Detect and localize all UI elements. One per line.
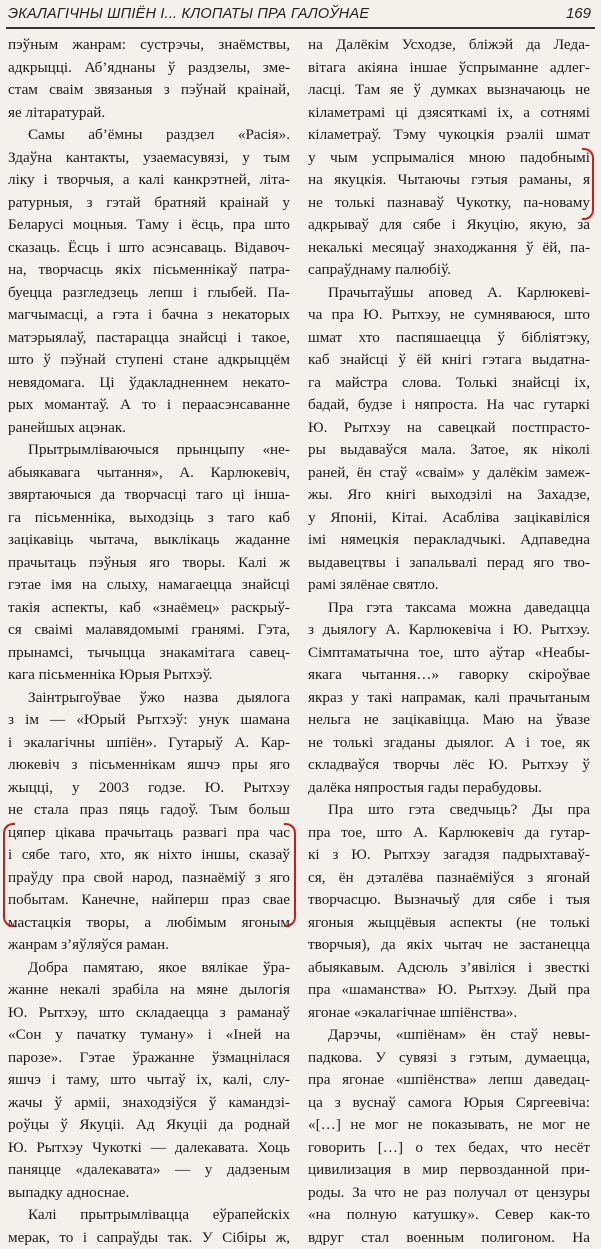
text-line: абыякавым. Адсюль з’явіліся і звесткі — [308, 957, 590, 980]
text-line: прачытаць пэўныя яго творы. Калі ж — [8, 552, 290, 575]
text-line: якраз у такі напрамак, калі прачытаным — [308, 687, 590, 710]
text-line: невядомага. Ці ўдакладненнем некато- — [8, 372, 290, 395]
text-line: ратурныя, з гэтай братняй краінай у — [8, 192, 290, 215]
text-line: сказаць. Ёсць і што асэнсаваць. Відавоч- — [8, 237, 290, 260]
text-line: Дарэчы, «шпіёнам» ён стаў невы- — [308, 1024, 590, 1047]
text-line: адкрываў для сябе і Якуцію, якую, за — [308, 214, 590, 237]
text-line: сапраўднаму палюбіў. — [308, 259, 590, 282]
left-column — [8, 34, 290, 1249]
page-header — [0, 0, 601, 28]
text-line: ласці. Там яе ў думках вызначаюць не — [308, 79, 590, 102]
text-line: выпадку адноснае. — [8, 1182, 290, 1205]
text-line: Здаўна кантакты, узаемасувязі, у тым — [8, 147, 290, 170]
text-line: не стала праз пяць гадоў. Тым больш — [8, 799, 290, 822]
text-line: каб знайсці ў ёй кнігі гэтага выдатна- — [308, 349, 590, 372]
text-line: падкова. У сувязі з гэтым, думаецца, — [308, 1047, 590, 1070]
text-line: раней, ён стаў «сваім» у далёкім замеж- — [308, 462, 590, 485]
text-line: Калі прытрымлівацца еўрапейскіх — [8, 1204, 290, 1227]
text-line: творчасцю. Вызначыў для сябе і тыя — [308, 889, 590, 912]
text-line: ся, ён дэталёва пазнаёміўся з ягонай — [308, 867, 590, 890]
text-line: магчымасці, а гэта і бачна з некаторых — [8, 304, 290, 327]
text-line: люкевіч з пісьменнікам яшчэ пры яго — [8, 754, 290, 777]
text-line: зацікавіць чытача, выклікаць жаданне — [8, 529, 290, 552]
text-line: га пісьменніка, выходзіць з таго каб — [8, 507, 290, 530]
text-line: ліку і творчыя, а калі канкрэтней, літа- — [8, 169, 290, 192]
right-column — [308, 34, 590, 1249]
text-line: што ў пэўнай ступені стане адкрыццём — [8, 349, 290, 372]
annotation-bracket-right — [284, 823, 296, 927]
text-line: рых момантаў. А то і пераасэнсаванне — [8, 394, 290, 417]
text-line: вітага акіяна іншае ўспрыманне адлег- — [308, 57, 590, 80]
text-line: пра тое, што А. Карлюкевіч да гутар- — [308, 822, 590, 845]
text-line: не толькі згаданы дыялог. А і тое, як — [308, 732, 590, 755]
text-line: звяртаючыся да творчасці таго ці інша- — [8, 484, 290, 507]
text-line: Беларусі моцныя. Таму і ёсць, пра што — [8, 214, 290, 237]
text-line: кіламетрамі ці дзясяткамі іх, а сотнямі — [308, 102, 590, 125]
text-line: мастацкія творы, а любімым ягоным — [8, 912, 290, 935]
text-line: на Далёкім Усходзе, бліжэй да Ледa- — [308, 34, 590, 57]
header-rule — [6, 27, 595, 29]
text-line: кі з Ю. Рытхэу загадзя падрыхтаваў- — [308, 844, 590, 867]
text-line: з ім — «Юрый Рытхэў: унук шамана — [8, 709, 290, 732]
text-line: нельга не зацікавіцца. Маю на ўвазе — [308, 709, 590, 732]
text-line: парозе». Гэтае ўражанне ўзмацнілася — [8, 1047, 290, 1070]
text-line: бадай, будзе і няпроста. На час гутаркі — [308, 394, 590, 417]
text-line: Прачытаўшы аповед А. Карлюкеві- — [308, 282, 590, 305]
text-line: адкрыцці. Аб’яднаны ў раздзелы, зме- — [8, 57, 290, 80]
text-line: Пра што гэта сведчыць? Ды пра — [308, 799, 590, 822]
text-line: праўду пра свой народ, пазнаёміў з яго — [8, 867, 290, 890]
text-line: буецца разгледзець лепш і глыбей. Па- — [8, 282, 290, 305]
text-line: ягонае «экалагічнае шпіёнства». — [308, 1002, 590, 1025]
text-line: у чым успрымаліся мною падобнымі — [308, 147, 590, 170]
text-line: у Японіі, Кітаі. Асабліва зацікавіліся — [308, 507, 590, 530]
text-line: стам сваім звязаныя з пэўнай краінай, — [8, 79, 290, 102]
text-line: яшчэ і таму, што чытаў іх, калі, слу- — [8, 1069, 290, 1092]
text-line: Ю. Рытхэу, што складаецца з раманаў — [8, 1002, 290, 1025]
text-line: Прытрымліваючыся прынцыпу «не- — [8, 439, 290, 462]
text-line: рамі зялёнае святло. — [308, 574, 590, 597]
text-line: ры выдаваўся мала. Затое, як ніколі — [308, 439, 590, 462]
text-line: цивилизация в мир первозданной при- — [308, 1159, 590, 1182]
running-head: ЭКАЛАГІЧНЫ ШПІЁН І... КЛОПАТЫ ПРА ГАЛОЎНАЕ — [8, 6, 369, 22]
text-line: складваўся творчы лёс Ю. Рытхэу ў — [308, 754, 590, 777]
text-line: ранейшых ацэнак. — [8, 417, 290, 440]
text-line: і экалагічны шпіён». Гутарыў А. Кар- — [8, 732, 290, 755]
page-number: 169 — [566, 5, 591, 22]
text-line: Самы аб’ёмны раздзел «Расія». — [8, 124, 290, 147]
annotation-bracket-left — [3, 823, 15, 927]
text-line: роды. За что не раз получал от цензуры — [308, 1182, 590, 1205]
text-line: жачы ў арміі, знаходзіўся ў камандзі- — [8, 1092, 290, 1115]
text-line: прынамсі, тычыцца знакамітага савец- — [8, 642, 290, 665]
text-line: якага чытання…» гаворку скіроўвае — [308, 664, 590, 687]
text-line: яе літаратурай. — [8, 102, 290, 125]
text-line: ягоныя жыццёвыя аспекты (не толькі — [308, 912, 590, 935]
text-line: гэтае імя на слыху, намагаецца знайсці — [8, 574, 290, 597]
text-line: выдавецтвы і запальвалі перад яго тво- — [308, 552, 590, 575]
text-line: далёка няпростыя гады перабудовы. — [308, 777, 590, 800]
text-line: жанрам з’яўляўся раман. — [8, 934, 290, 957]
text-line: творчыя), да якіх чытач не застанецца — [308, 934, 590, 957]
text-line: шмат хто паспяшаецца ў бібліятэку, — [308, 327, 590, 350]
text-line: пра ягонае «шпіёнства» лепш даведац- — [308, 1069, 590, 1092]
text-line: Пра гэта таксама можна даведацца — [308, 597, 590, 620]
text-line: імі нямецкія перакладчыкі. Адпаведна — [308, 529, 590, 552]
text-line: «Сон у пачатку туману» і «Іней на — [8, 1024, 290, 1047]
text-line: не толькі пазнаваў Чукотку, па-новаму — [308, 192, 590, 215]
text-line: на, творчасць якіх пісьменнікаў патра- — [8, 259, 290, 282]
text-line: Добра памятаю, якое вялікае ўра- — [8, 957, 290, 980]
annotation-bracket-right-col — [582, 148, 594, 220]
text-line: ца з вуснаў самога Юрыя Сяргеевіча: — [308, 1092, 590, 1115]
text-line: Сімптаматычна тое, што аўтар «Неабы- — [308, 642, 590, 665]
text-line: кага пісьменніка Юрыя Рытхэў. — [8, 664, 290, 687]
text-line: жанне некалі зрабіла на мяне дылогія — [8, 979, 290, 1002]
text-line: Заінтрыгоўвае ўжо назва дыялога — [8, 687, 290, 710]
text-line: паняцце «далекавата» — у дадзеным — [8, 1159, 290, 1182]
text-line: жыцці, у 2003 годзе. Ю. Рытхэу — [8, 777, 290, 800]
text-line: на якуцкія. Чытаючы гэтыя раманы, я — [308, 169, 590, 192]
text-line: кіламетраў. Тэму чукоцкія рэаліі шмат — [308, 124, 590, 147]
text-line: га майстра слова. Толькі знайсці іх, — [308, 372, 590, 395]
text-line: жы. Яго кнігі выходзілі на Захадзе, — [308, 484, 590, 507]
text-line: побытам. Канечне, найперш праз свае — [8, 889, 290, 912]
text-line: цяпер цікава прачытаць развагі пра час — [8, 822, 290, 845]
text-line: і сябе таго, хто, як ніхто іншы, сказаў — [8, 844, 290, 867]
text-line: Ю. Рытхэу на савецкай постпрастo- — [308, 417, 590, 440]
text-line: такія аспекты, каб «знаёмец» раскрыў- — [8, 597, 290, 620]
text-line: матэрыялаў, пастарацца знайсці і такое, — [8, 327, 290, 350]
text-line: говорить […] о тех бедах, что несёт — [308, 1137, 590, 1160]
text-line: некалькі месяцаў знаходжання ў ёй, па- — [308, 237, 590, 260]
text-line: абыякавага чытання», А. Карлюкевіч, — [8, 462, 290, 485]
text-line: з дыялогу А. Карлюкевіча і Ю. Рытхэу. — [308, 619, 590, 642]
text-line: ча пра Ю. Рытхэу, не сумняваюся, што — [308, 304, 590, 327]
text-line: вдруг стал военным полигоном. На — [308, 1227, 590, 1249]
text-line: мерак, то і сапраўды так. У Сібіры ж, — [8, 1227, 290, 1249]
text-line: пэўным жанрам: сустрэчы, знаёмствы, — [8, 34, 290, 57]
text-line: «[…] не мог не показывать, не мог не — [308, 1114, 590, 1137]
text-line: роўцы ў Якуціі. Ад Якуціі да роднай — [8, 1114, 290, 1137]
text-line: ся сваімі малавядомымі гранямі. Гэта, — [8, 619, 290, 642]
text-line: пра «шаманства» Ю. Рытхэу. Дый пра — [308, 979, 590, 1002]
text-line: «на полную катушку». Север как-то — [308, 1204, 590, 1227]
text-line: Ю. Рытхэу Чукоткі — далекавата. Хоць — [8, 1137, 290, 1160]
